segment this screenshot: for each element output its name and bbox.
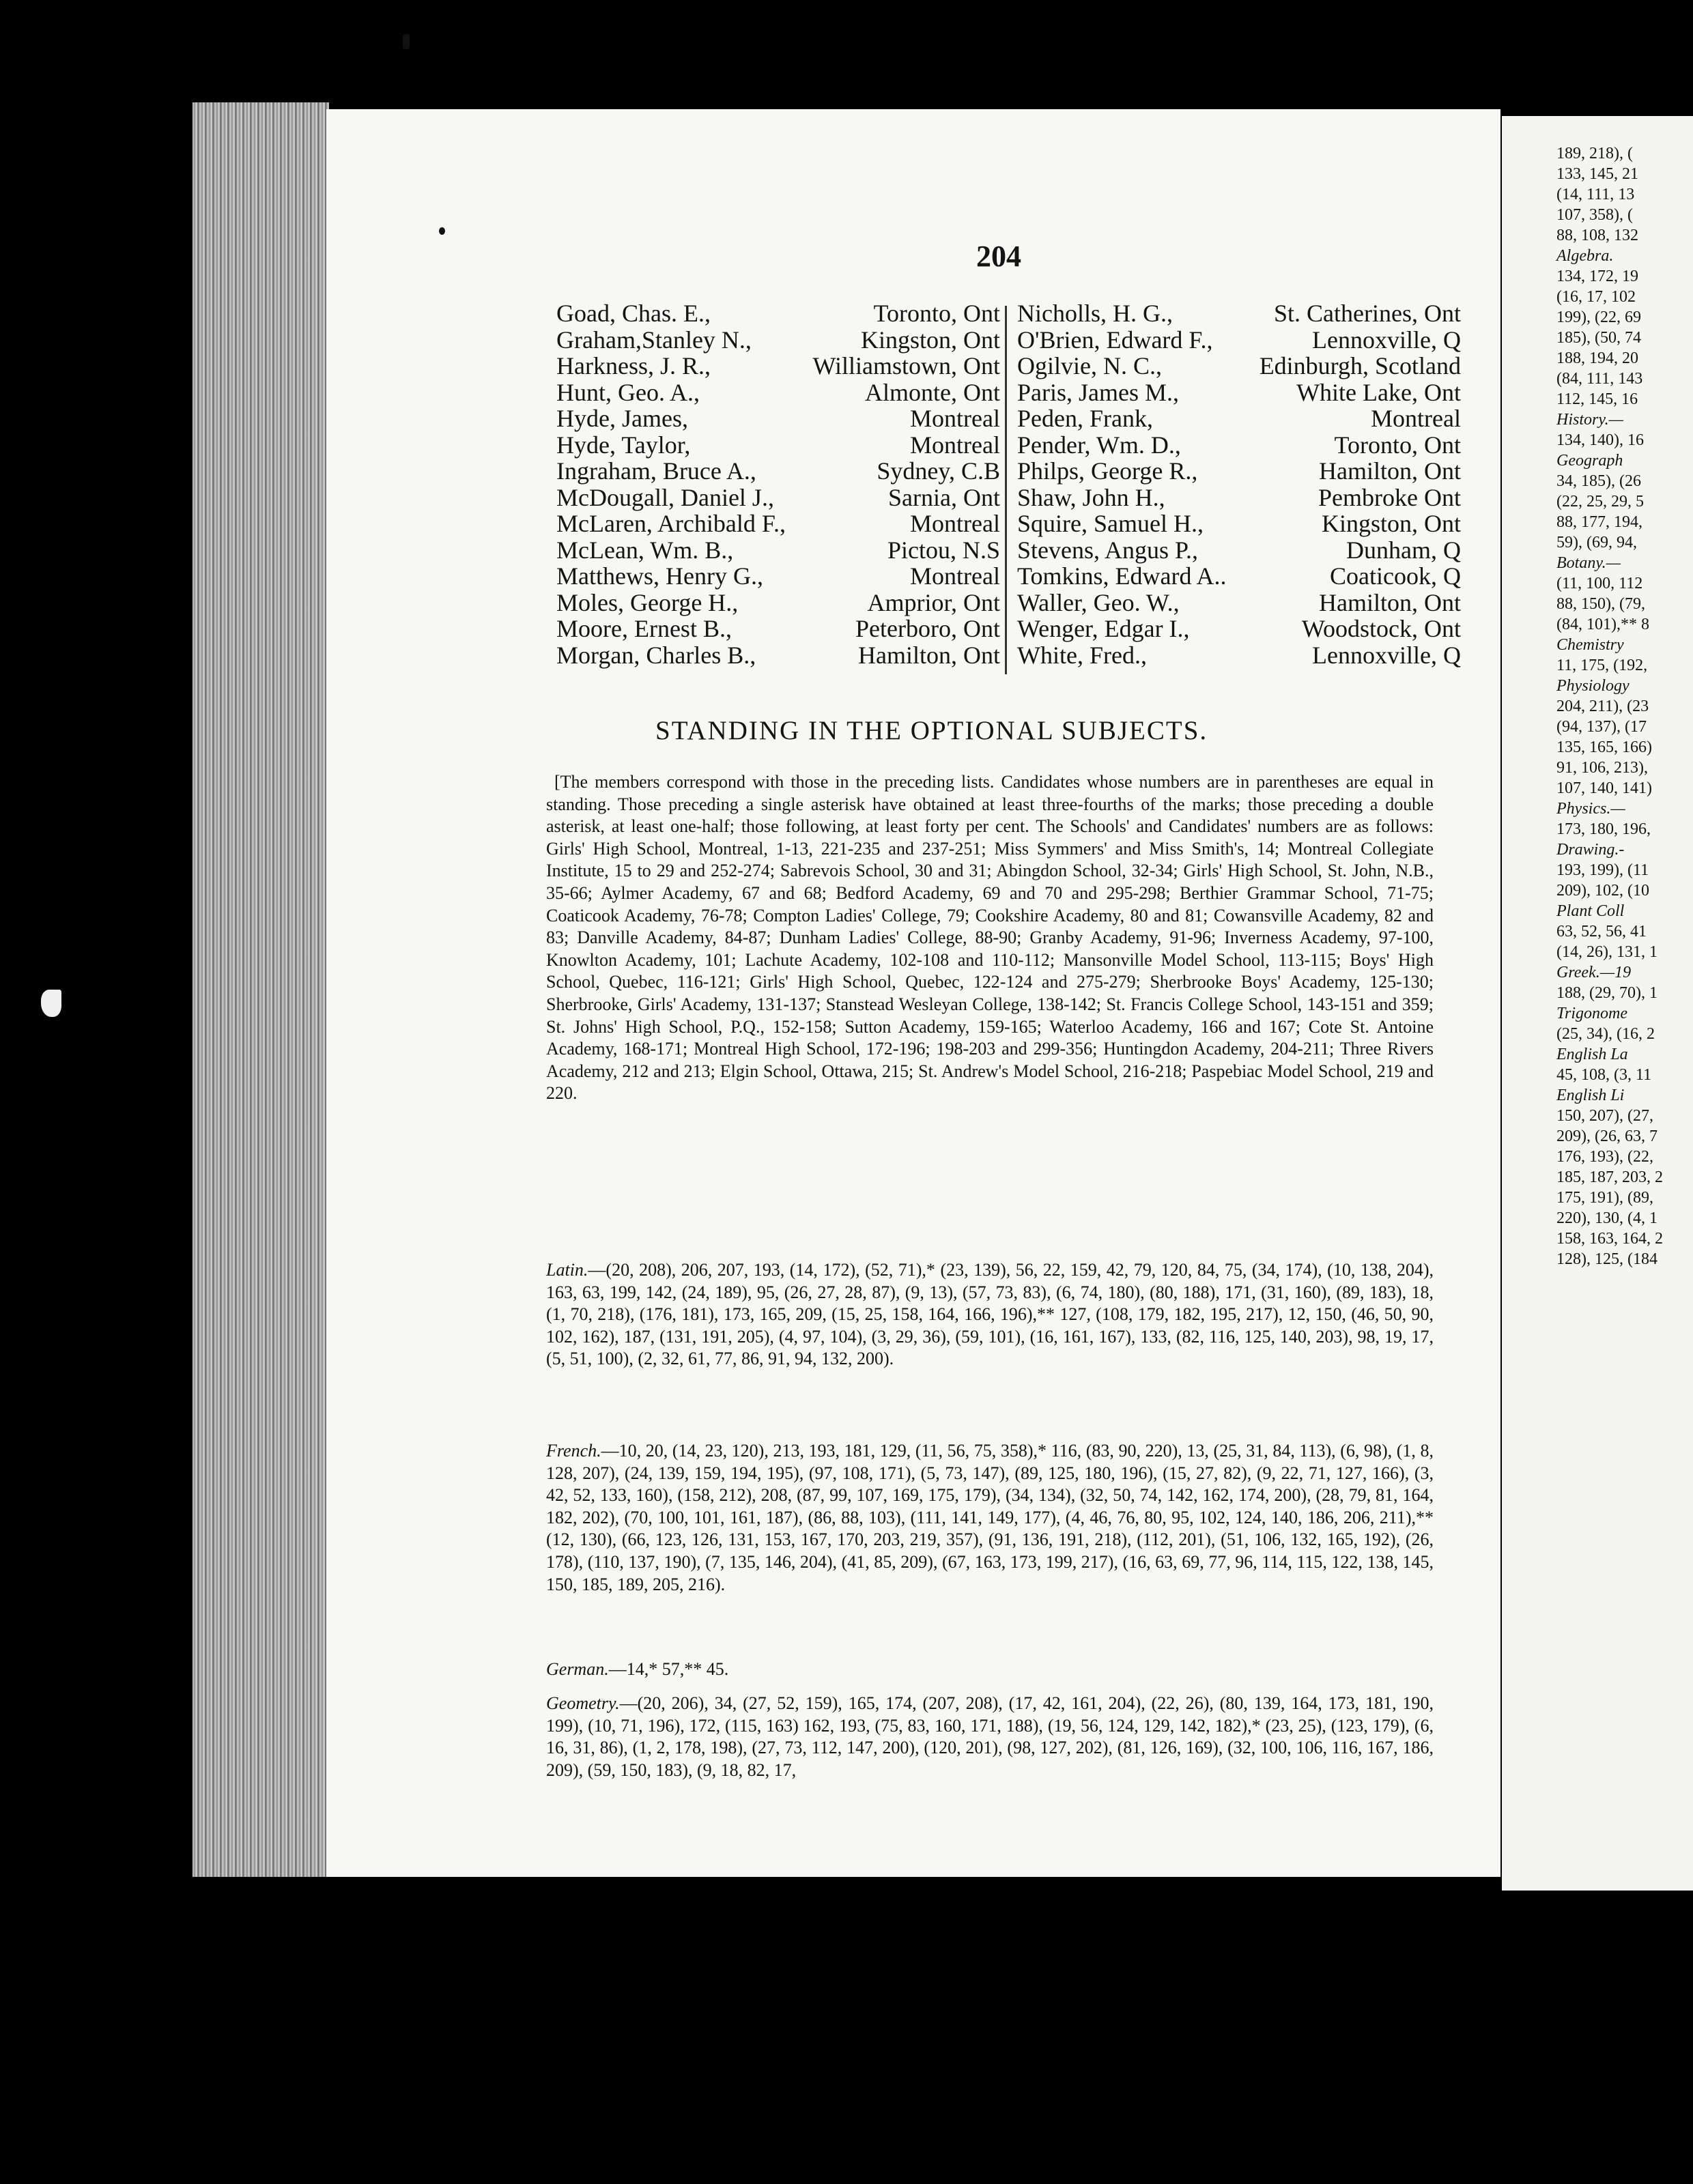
name-entry xyxy=(1017,327,1461,354)
candidate-place: Pembroke Ont xyxy=(1318,483,1461,511)
candidate-place: Kingston, Ont xyxy=(1321,510,1461,537)
facing-page-line: 150, 207), (27, xyxy=(1556,1107,1653,1125)
facing-page-heading: History.— xyxy=(1556,411,1624,429)
facing-page-line: 59), (69, 94, xyxy=(1556,534,1637,551)
candidate-place: Sydney, C.B xyxy=(877,457,1000,485)
candidate-place: Coaticook, Q xyxy=(1330,562,1461,590)
facing-page-line: 88, 150), (79, xyxy=(1556,595,1645,613)
candidate-place: Sarnia, Ont xyxy=(888,483,1000,511)
candidate-name: Harkness, J. R., xyxy=(556,352,711,379)
facing-page-line: 133, 145, 21 xyxy=(1556,165,1638,183)
name-entry xyxy=(556,379,1000,406)
facing-page-line: 188, 194, 20 xyxy=(1556,349,1638,367)
facing-page-line: 173, 180, 196, xyxy=(1556,820,1651,838)
facing-page-line: 112, 145, 16 xyxy=(1556,390,1638,408)
facing-page-heading: Physics.— xyxy=(1556,800,1625,818)
name-entry xyxy=(1017,642,1461,669)
facing-page-text xyxy=(1502,143,1663,1269)
name-entry xyxy=(1017,590,1461,616)
french-paragraph xyxy=(546,1440,1434,1596)
candidate-name: McDougall, Daniel J., xyxy=(556,483,774,511)
ink-speck xyxy=(439,227,445,235)
name-entry xyxy=(1017,616,1461,642)
page-edge xyxy=(193,102,329,1877)
facing-page-heading: Trigonome xyxy=(1556,1005,1628,1022)
facing-page-line: 175, 191), (89, xyxy=(1556,1189,1653,1207)
name-entry xyxy=(556,485,1000,511)
facing-page-line: 199), (22, 69 xyxy=(1556,308,1641,326)
facing-page-line: 204, 211), (23 xyxy=(1556,698,1649,715)
name-entry xyxy=(1017,537,1461,564)
facing-page-line: 188, (29, 70), 1 xyxy=(1556,984,1658,1002)
geometry-rankings: —(20, 206), 34, (27, 52, 159), 165, 174, (207, 208), (17, 42, 161, 204), (22, 26), (80, 139, 164, 173, 181, 190, 199), (10, 71, 196), 172, (115, 163) 162, 193, (75, 83, 160, 171, 188), (19, 56, 124, 129, 142, 182),* (23, 25), (123, 179), (6, 16, 31, 86), (1, 2, 178, 198), (27, 73, 112, 147, 200), (120, 201), (98, 127, 202), (81, 126, 169), (32, 100, 106, 116, 167, 186, 209), (59, 150, 183), (9, 18, 82, 17, xyxy=(546,1693,1434,1780)
facing-page-line: 91, 106, 213), xyxy=(1556,759,1648,777)
candidate-name: O'Brien, Edward F., xyxy=(1017,326,1213,354)
name-entry xyxy=(556,511,1000,537)
candidate-name: Tomkins, Edward A.. xyxy=(1017,562,1227,590)
name-entry xyxy=(556,590,1000,616)
facing-page-heading: Algebra. xyxy=(1556,247,1614,265)
name-entry xyxy=(1017,563,1461,590)
facing-page-line: 189, 218), ( xyxy=(1556,145,1633,162)
name-list-right xyxy=(1017,300,1461,668)
name-entry xyxy=(1017,458,1461,485)
facing-page-line: (84, 101),** 8 xyxy=(1556,616,1649,633)
candidate-name: Pender, Wm. D., xyxy=(1017,431,1181,459)
candidate-name: Morgan, Charles B., xyxy=(556,641,756,669)
name-entry xyxy=(556,563,1000,590)
candidate-name: Stevens, Angus P., xyxy=(1017,536,1199,564)
facing-page-line: 209), 102, (10 xyxy=(1556,882,1649,900)
german-heading: German. xyxy=(546,1659,609,1679)
latin-heading: Latin. xyxy=(546,1260,588,1280)
name-entry xyxy=(556,432,1000,459)
facing-page-line: 220), 130, (4, 1 xyxy=(1556,1209,1658,1227)
facing-page-line: (84, 111, 143 xyxy=(1556,370,1643,388)
candidate-name: Hunt, Geo. A., xyxy=(556,378,700,406)
facing-page-line: 209), (26, 63, 7 xyxy=(1556,1127,1658,1145)
name-entry xyxy=(1017,432,1461,459)
german-rankings: —14,* 57,** 45. xyxy=(608,1659,729,1679)
facing-page-line: (25, 34), (16, 2 xyxy=(1556,1025,1655,1043)
facing-page-line: (16, 17, 102 xyxy=(1556,288,1636,306)
candidate-place: Peterboro, Ont xyxy=(855,615,1000,642)
german-paragraph xyxy=(546,1658,1434,1681)
facing-page-line: 185, 187, 203, 2 xyxy=(1556,1168,1663,1186)
candidate-place: Toronto, Ont xyxy=(873,300,1000,327)
facing-page-line: (14, 26), 131, 1 xyxy=(1556,943,1658,961)
facing-page-line: 63, 52, 56, 41 xyxy=(1556,923,1647,940)
facing-page-heading: English Li xyxy=(1556,1087,1625,1104)
facing-page-line: 45, 108, (3, 11 xyxy=(1556,1066,1652,1084)
candidate-place: Hamilton, Ont xyxy=(1319,588,1461,616)
facing-page-line: 34, 185), (26 xyxy=(1556,472,1641,490)
name-entry xyxy=(556,458,1000,485)
candidate-name: Squire, Samuel H., xyxy=(1017,510,1204,537)
candidate-place: Edinburgh, Scotland xyxy=(1259,352,1461,379)
candidate-name: Nicholls, H. G., xyxy=(1017,300,1173,327)
ink-speck xyxy=(41,990,61,1017)
name-entry xyxy=(556,616,1000,642)
candidate-name: McLean, Wm. B., xyxy=(556,536,734,564)
candidate-place: Montreal xyxy=(910,510,1000,537)
name-entry xyxy=(556,537,1000,564)
facing-page-heading: English La xyxy=(1556,1046,1628,1063)
facing-page-line: 134, 172, 19 xyxy=(1556,268,1638,285)
name-entry xyxy=(1017,485,1461,511)
facing-page-line: (22, 25, 29, 5 xyxy=(1556,493,1644,511)
name-list-left xyxy=(556,300,1000,668)
page-number: 204 xyxy=(976,240,1021,273)
facing-page-line: 193, 199), (11 xyxy=(1556,861,1649,879)
candidate-place: Hamilton, Ont xyxy=(858,641,1000,669)
intro-text: [The members correspond with those in the preceding lists. Candidates whose numbers are in parentheses are equal in standing. Those preceding a single asterisk have obtained at least three-fourths of the marks; those preceding a double asterisk, at least one-half; those following, at least forty per cent. The Schools' and Candidates' numbers are as follows: Girls' High School, Montreal, 1-13, 221-235 and 237-251; Miss Symmers' and Miss Smith's, 14; Montreal Collegiate Institute, 15 to 29 and 252-274; Sabrevois School, 30 and 31; Abingdon School, 32-34; Girls' High School, St. John, N.B., 35-66; Aylmer Academy, 67 and 68; Bedford Academy, 69 and 70 and 295-298; Berthier Grammar School, 71-75; Coaticook Academy, 76-78; Compton Ladies' College, 79; Cookshire Academy, 80 and 81; Cowansville Academy, 82 and 83; Danville Academy, 84-87; Dunham Ladies' College, 88-90; Granby Academy, 91-96; Inverness Academy, 97-100, Knowlton Academy, 101; Lachute Academy, 102-108 and 110-112; Mansonville Model School, 113-115; Boys' High School, Quebec, 116-121; Girls' High School, Quebec, 122-124 and 275-279; Sherbrooke Boys' Academy, 125-130; Sherbrooke, Girls' Academy, 131-137; Stanstead Wesleyan College, 138-142; St. Francis College School, 143-151 and 359; St. Johns' High School, P.Q., 152-158; Sutton Academy, 159-165; Waterloo Academy, 166 and 167; Cote St. Antoine Academy, 168-171; Montreal High School, 172-196; 198-203 and 299-356; Huntingdon Academy, 204-211; Three Rivers Academy, 212 and 213; Elgin School, Ottawa, 215; St. Andrew's Model School, 216-218; Paspebiac Model School, 219 and 220. xyxy=(546,772,1434,1104)
candidate-name: Graham,Stanley N., xyxy=(556,326,752,354)
name-entry xyxy=(556,300,1000,327)
facing-page-heading: Geograph xyxy=(1556,452,1623,470)
name-entry xyxy=(1017,405,1461,432)
facing-page-line: 158, 163, 164, 2 xyxy=(1556,1230,1663,1248)
facing-page-heading: Physiology xyxy=(1556,677,1630,695)
intro-paragraph xyxy=(546,771,1434,1105)
candidate-name: Ogilvie, N. C., xyxy=(1017,352,1162,379)
candidate-name: Waller, Geo. W., xyxy=(1017,588,1180,616)
candidate-place: Woodstock, Ont xyxy=(1301,615,1461,642)
facing-page-heading: Plant Coll xyxy=(1556,902,1625,920)
facing-page-heading: Botany.— xyxy=(1556,554,1621,572)
geometry-heading: Geometry. xyxy=(546,1693,620,1713)
candidate-name: McLaren, Archibald F., xyxy=(556,510,786,537)
name-entry xyxy=(556,327,1000,354)
facing-page-heading: Greek.—19 xyxy=(1556,964,1632,981)
facing-page-line: 185), (50, 74 xyxy=(1556,329,1641,347)
candidate-name: Wenger, Edgar I., xyxy=(1017,615,1190,642)
candidate-place: Montreal xyxy=(1371,405,1461,432)
candidate-place: Amprior, Ont xyxy=(867,588,1000,616)
french-heading: French. xyxy=(546,1441,601,1461)
candidate-place: Almonte, Ont xyxy=(865,378,1000,406)
latin-rankings: —(20, 208), 206, 207, 193, (14, 172), (52, 71),* (23, 139), 56, 22, 159, 42, 79, 120, 84, 75, (34, 174), (10, 138, 204), 163, 63, 199, 142, (24, 189), 95, (26, 27, 28, 87), (9, 13), (57, 73, 83), (6, 74, 180), (80, 188), 171, (31, 160), (89, 183), 18, (1, 70, 218), (176, 181), 173, 165, 209, (15, 25, 158, 164, 166, 196),** 127, (108, 179, 182, 195, 217), 12, 150, (46, 50, 90, 102, 162), 187, (131, 191, 205), (4, 97, 104), (3, 29, 36), (59, 101), (16, 161, 167), 133, (82, 116, 125, 140, 203), 98, 19, 17, (5, 51, 100), (2, 32, 61, 77, 86, 91, 94, 132, 200). xyxy=(546,1260,1434,1369)
section-title: STANDING IN THE OPTIONAL SUBJECTS. xyxy=(655,716,1208,745)
latin-paragraph xyxy=(546,1259,1434,1370)
candidate-name: Ingraham, Bruce A., xyxy=(556,457,756,485)
facing-page-heading: Chemistry xyxy=(1556,636,1624,654)
name-entry xyxy=(556,642,1000,669)
candidate-name: Matthews, Henry G., xyxy=(556,562,763,590)
candidate-place: Hamilton, Ont xyxy=(1319,457,1461,485)
candidate-name: Moles, George H., xyxy=(556,588,739,616)
name-entry xyxy=(556,353,1000,379)
french-rankings: —10, 20, (14, 23, 120), 213, 193, 181, 129, (11, 56, 75, 358),* 116, (83, 90, 220), 13, (25, 31, 84, 113), (6, 98), (1, 8, 128, 207), (24, 139, 159, 194, 195), (97, 108, 171), (5, 73, 147), (89, 125, 180, 196), (15, 27, 82), (9, 22, 71, 127, 166), (3, 42, 52, 133, 160), (158, 212), 208, (87, 99, 107, 169, 175, 179), (34, 134), (32, 50, 74, 142, 162, 174, 200), (28, 79, 81, 164, 182, 202), (70, 100, 101, 161, 187), (86, 88, 103), (111, 141, 149, 177), (4, 46, 76, 80, 95, 102, 124, 140, 186, 206, 211),** (12, 130), (66, 123, 126, 131, 153, 167, 170, 203, 219, 357), (91, 136, 191, 218), (112, 201), (51, 106, 132, 165, 192), (26, 178), (110, 137, 190), (7, 135, 146, 204), (41, 85, 209), (67, 163, 173, 199, 217), (16, 63, 69, 77, 96, 114, 115, 122, 138, 145, 150, 185, 189, 205, 216). xyxy=(546,1441,1434,1594)
facing-page xyxy=(1502,116,1693,1891)
ink-speck xyxy=(403,34,410,49)
candidate-name: Paris, James M., xyxy=(1017,378,1179,406)
facing-page-line: 107, 140, 141) xyxy=(1556,779,1652,797)
facing-page-line: 88, 177, 194, xyxy=(1556,513,1642,531)
facing-page-line: 135, 165, 166) xyxy=(1556,738,1652,756)
column-divider xyxy=(1005,306,1007,674)
geometry-paragraph xyxy=(546,1693,1434,1781)
candidate-place: White Lake, Ont xyxy=(1296,378,1461,406)
facing-page-line: (94, 137), (17 xyxy=(1556,718,1647,736)
candidate-name: Hyde, James, xyxy=(556,405,688,432)
facing-page-line: 134, 140), 16 xyxy=(1556,431,1644,449)
name-entry xyxy=(1017,379,1461,406)
facing-page-line: 128), 125, (184 xyxy=(1556,1250,1658,1268)
candidate-place: Lennoxville, Q xyxy=(1312,641,1461,669)
facing-page-line: (14, 111, 13 xyxy=(1556,186,1635,203)
facing-page-heading: Drawing.- xyxy=(1556,841,1625,859)
candidate-name: White, Fred., xyxy=(1017,641,1147,669)
name-entry xyxy=(1017,511,1461,537)
candidate-place: Dunham, Q xyxy=(1346,536,1461,564)
candidate-place: Montreal xyxy=(910,562,1000,590)
candidate-name: Shaw, John H., xyxy=(1017,483,1165,511)
candidate-place: St. Catherines, Ont xyxy=(1274,300,1461,327)
candidate-name: Goad, Chas. E., xyxy=(556,300,711,327)
facing-page-line: 11, 175, (192, xyxy=(1556,657,1648,674)
candidate-place: Montreal xyxy=(910,431,1000,459)
candidate-place: Kingston, Ont xyxy=(860,326,1000,354)
candidate-place: Montreal xyxy=(910,405,1000,432)
candidate-place: Pictou, N.S xyxy=(887,536,1000,564)
name-entry xyxy=(556,405,1000,432)
candidate-name: Philps, George R., xyxy=(1017,457,1198,485)
facing-page-line: 176, 193), (22, xyxy=(1556,1148,1653,1166)
candidate-place: Toronto, Ont xyxy=(1334,431,1461,459)
facing-page-line: (11, 100, 112 xyxy=(1556,575,1643,592)
facing-page-line: 107, 358), ( xyxy=(1556,206,1633,224)
name-entry xyxy=(1017,300,1461,327)
candidate-name: Moore, Ernest B., xyxy=(556,615,732,642)
candidate-name: Peden, Frank, xyxy=(1017,405,1153,432)
name-entry xyxy=(1017,353,1461,379)
candidate-name: Hyde, Taylor, xyxy=(556,431,691,459)
candidate-place: Williamstown, Ont xyxy=(812,352,1000,379)
candidate-place: Lennoxville, Q xyxy=(1312,326,1461,354)
facing-page-line: 88, 108, 132 xyxy=(1556,227,1638,244)
